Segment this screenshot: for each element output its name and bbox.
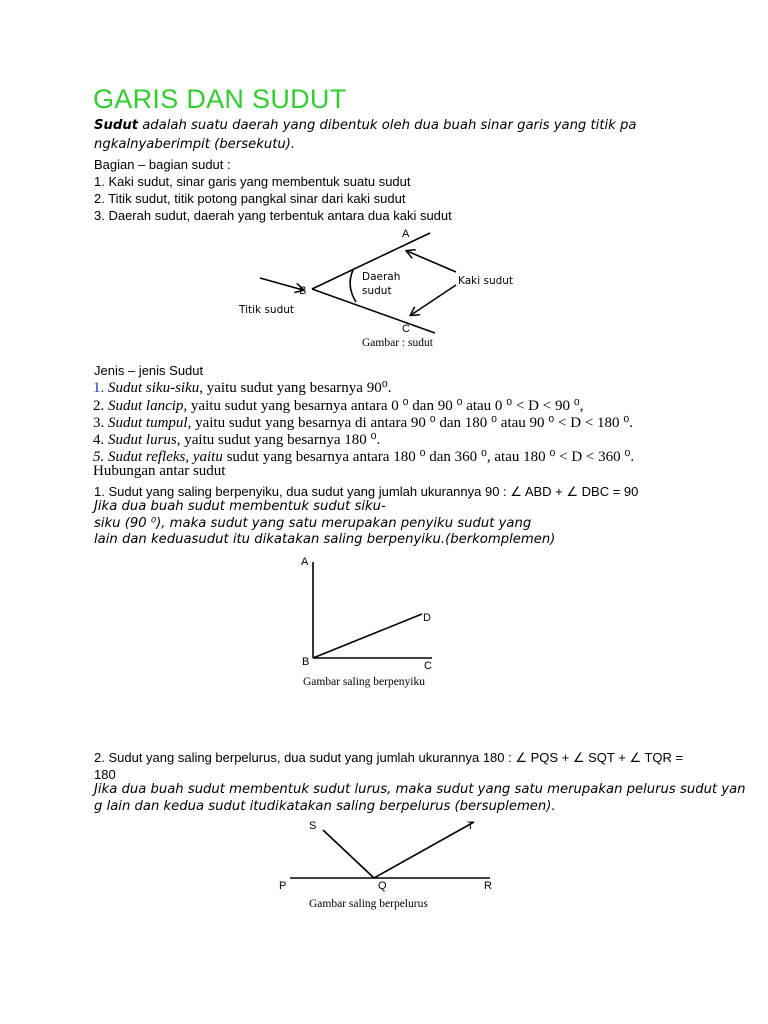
fig1-region-label-2: sudut xyxy=(362,285,392,297)
complementary-rule: 1. Sudut yang saling berpenyiku, dua sudut yang jumlah ukurannya 90 : ∠ ABD + ∠ DBC = 90 xyxy=(94,484,639,499)
figure-1-angle xyxy=(260,233,456,333)
arrow-leg-lower xyxy=(411,285,456,315)
relations-heading: Hubungan antar sudut xyxy=(93,463,226,479)
complementary-text-3: lain dan keduasudut itu dikatakan saling berpenyiku.(berkomplemen) xyxy=(94,532,556,547)
parts-heading: Bagian – bagian sudut : xyxy=(94,157,231,172)
fig2-label-d: D xyxy=(423,612,431,624)
fig2-label-a: A xyxy=(301,556,309,568)
figure-3-supplementary xyxy=(290,822,490,878)
types-item-2: 2. Sudut lancip, yaitu sudut yang besarnya antara 0 ⁰ dan 90 ⁰ atau 0 ⁰ < D < 90 ⁰, xyxy=(93,398,584,414)
figure-2-complementary xyxy=(313,562,432,658)
fig1-label-b: B xyxy=(299,285,307,297)
intro-line-2: ngkalnyaberimpit (bersekutu). xyxy=(94,137,296,152)
angle-arc xyxy=(350,270,356,302)
types-item-3: 3. Sudut tumpul, yaitu sudut yang besarnya di antara 90 ⁰ dan 180 ⁰ atau 90 ⁰ < D < 180 ⁰. xyxy=(93,415,634,431)
parts-item-3: 3. Daerah sudut, daerah yang terbentuk antara dua kaki sudut xyxy=(94,208,452,223)
fig3-caption: Gambar saling berpelurus xyxy=(309,898,428,910)
intro-definition: adalah suatu daerah yang dibentuk oleh dua buah sinar garis yang titik pa xyxy=(138,118,637,133)
fig3-label-q: Q xyxy=(378,880,387,892)
complementary-text-1: Jika dua buah sudut membentuk sudut siku- xyxy=(94,499,386,514)
ray-qt xyxy=(374,822,474,878)
ray-qs xyxy=(323,830,374,878)
supplementary-text-1: Jika dua buah sudut membentuk sudut lurus, maka sudut yang satu merupakan pelurus sudut yan xyxy=(94,782,746,797)
fig3-label-r: R xyxy=(484,880,492,892)
arrow-leg-upper xyxy=(407,251,456,272)
fig1-region-label-1: Daerah xyxy=(362,271,401,283)
supplementary-text-2: g lain dan kedua sudut itudikatakan saling berpelurus (bersuplemen). xyxy=(94,799,556,814)
fig3-label-s: S xyxy=(309,820,317,832)
fig2-label-b: B xyxy=(302,656,310,668)
fig2-caption: Gambar saling berpenyiku xyxy=(303,676,425,688)
fig1-label-c: C xyxy=(402,323,410,335)
page-title: GARIS DAN SUDUT xyxy=(93,84,347,114)
parts-item-2: 2. Titik sudut, titik potong pangkal sinar dari kaki sudut xyxy=(94,191,406,206)
intro-term: Sudut xyxy=(94,118,139,133)
types-item-5: 5. Sudut refleks, yaitu sudut yang besarnya antara 180 ⁰ dan 360 ⁰, atau 180 ⁰ < D < 360 ⁰. xyxy=(93,449,635,465)
supplementary-rule-1: 2. Sudut yang saling berpelurus, dua sudut yang jumlah ukurannya 180 : ∠ PQS + ∠ SQT + ∠ TQR = xyxy=(94,750,684,765)
types-item-1: 1. Sudut siku-siku, yaitu sudut yang besarnya 90⁰. xyxy=(93,380,392,396)
fig1-vertex-label: Titik sudut xyxy=(239,304,295,316)
ray-bd xyxy=(313,614,422,658)
complementary-text-2: siku (90 ⁰), maka sudut yang satu merupakan penyiku sudut yang xyxy=(94,516,532,531)
supplementary-rule-2: 180 xyxy=(94,767,116,782)
types-item-4: 4. Sudut lurus, yaitu sudut yang besarnya 180 ⁰. xyxy=(93,432,381,448)
fig1-caption: Gambar : sudut xyxy=(362,337,433,349)
parts-item-1: 1. Kaki sudut, sinar garis yang membentuk suatu sudut xyxy=(94,174,411,189)
fig1-legs-label: Kaki sudut xyxy=(458,275,514,287)
fig3-label-t: T xyxy=(467,820,474,832)
fig3-label-p: P xyxy=(279,880,287,892)
fig2-label-c: C xyxy=(424,660,432,672)
fig1-label-a: A xyxy=(402,228,410,240)
types-heading: Jenis – jenis Sudut xyxy=(94,363,204,378)
arrow-vertex xyxy=(260,278,303,290)
